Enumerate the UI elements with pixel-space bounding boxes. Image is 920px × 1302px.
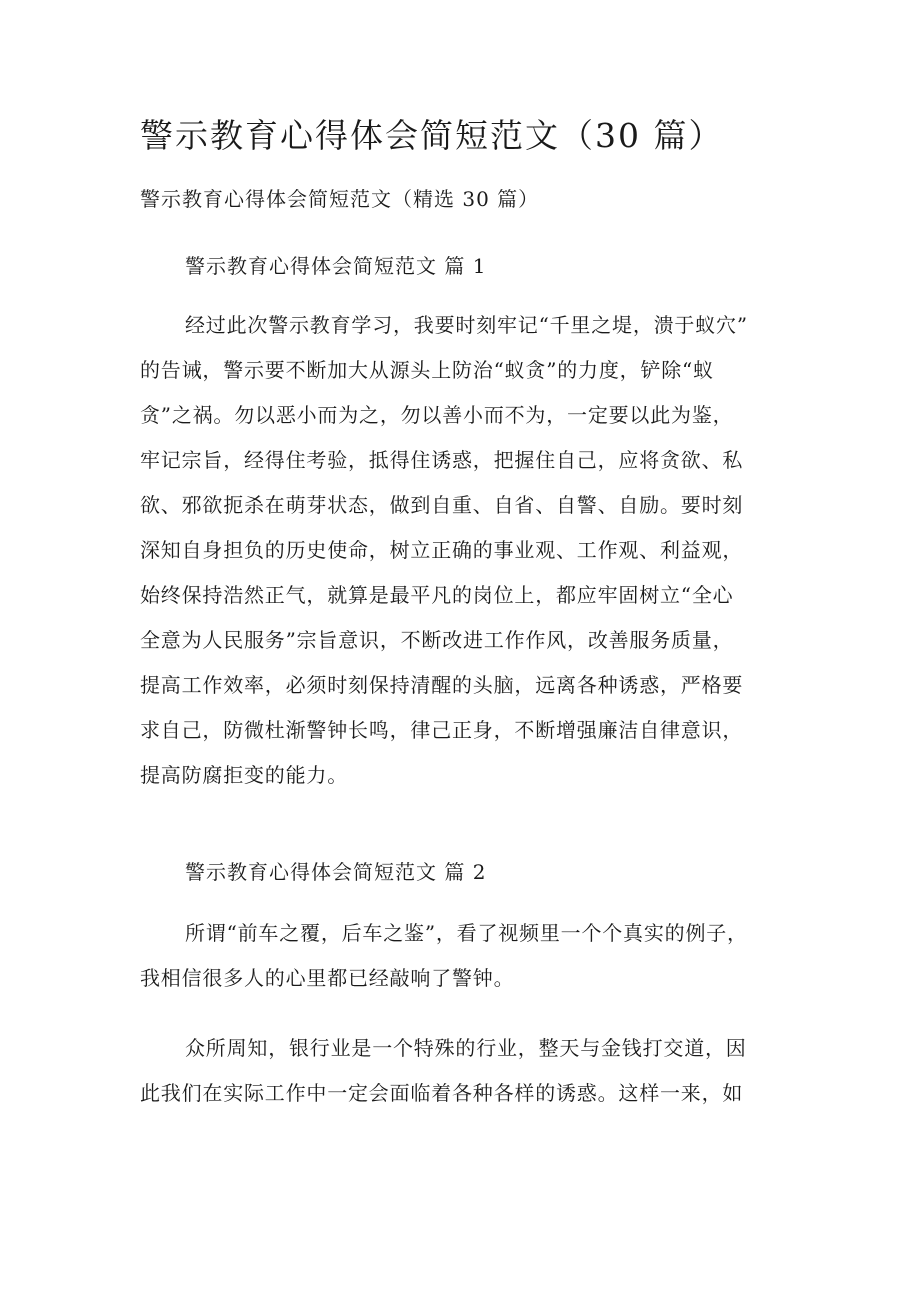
paragraph-line: 众所周知，银行业是一个特殊的行业，整天与金钱打交道，因 bbox=[185, 1036, 747, 1060]
paragraph-line: 此我们在实际工作中一定会面临着各种各样的诱惑。这样一来，如 bbox=[140, 1081, 744, 1105]
paragraph-line: 的告诫，警示要不断加大从源头上防治“蚁贪”的力度，铲除“蚁 bbox=[140, 358, 714, 382]
paragraph-line: 深知自身担负的历史使命，树立正确的事业观、工作观、利益观， bbox=[140, 538, 744, 562]
section-heading: 警示教育心得体会简短范文 篇 2 bbox=[185, 860, 487, 884]
paragraph-line: 始终保持浩然正气，就算是最平凡的岗位上，都应牢固树立“全心 bbox=[140, 583, 734, 607]
paragraph-line: 欲、邪欲扼杀在萌芽状态，做到自重、自省、自警、自励。要时刻 bbox=[140, 493, 744, 517]
paragraph-line: 提高工作效率，必须时刻保持清醒的头脑，远离各种诱惑，严格要 bbox=[140, 673, 744, 697]
paragraph bbox=[140, 1026, 810, 1116]
paragraph-line: 求自己，防微杜渐警钟长鸣，律己正身，不断增强廉洁自律意识， bbox=[140, 718, 744, 742]
document-title: 警示教育心得体会简短范文（30 篇） bbox=[140, 116, 724, 155]
paragraph-line: 贪”之祸。勿以恶小而为之，勿以善小而不为，一定要以此为鉴， bbox=[140, 403, 734, 427]
paragraph-line: 提高防腐拒变的能力。 bbox=[140, 763, 348, 787]
paragraph-line: 经过此次警示教育学习，我要时刻牢记“千里之堤，溃于蚁穴” bbox=[185, 313, 748, 337]
paragraph-line: 我相信很多人的心里都已经敲响了警钟。 bbox=[140, 966, 515, 990]
paragraph bbox=[140, 303, 810, 798]
paragraph-line: 全意为人民服务”宗旨意识，不断改进工作作风，改善服务质量， bbox=[140, 628, 734, 652]
section-heading: 警示教育心得体会简短范文 篇 1 bbox=[185, 254, 487, 278]
document-subtitle: 警示教育心得体会简短范文（精选 30 篇） bbox=[140, 187, 540, 211]
paragraph-line: 牢记宗旨，经得住考验，抵得住诱惑，把握住自己，应将贪欲、私 bbox=[140, 448, 744, 472]
paragraph-line: 所谓“前车之覆，后车之鉴”，看了视频里一个个真实的例子， bbox=[185, 921, 748, 945]
paragraph bbox=[140, 911, 810, 1001]
